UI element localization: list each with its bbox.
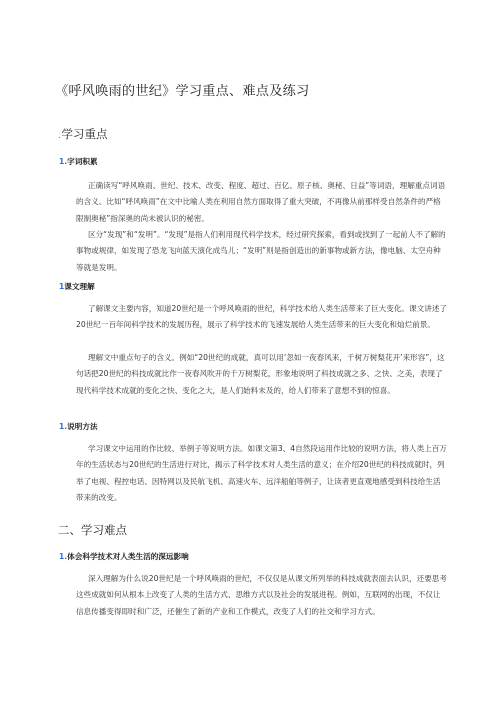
section-heading-difficulties: 二、学习难点: [58, 523, 127, 537]
paragraph-understanding-2: 理解文中重点句子的含义。例如“20世纪的成就，真可以用‘忽如一夜春风来，千树万树梨花开’来形容”，这句话把20世纪的科技成就比作一夜春风吹开的千万树梨花，形象地说明了科技成就之多、之快、之美，表现了现代科学技术成就的变化之快、变化之大，是人们始料未及的，给人们带来了意想不到的惊喜。: [76, 353, 445, 395]
subheading-tech-impact: [59, 551, 189, 562]
subheading-number: 1.: [59, 157, 68, 166]
subheading-text: 课文理解: [64, 282, 95, 291]
section-prefix: .: [58, 131, 61, 140]
subheading-explanation-methods: [59, 421, 98, 432]
subheading-number: 1: [59, 282, 65, 291]
subheading-number: 1.: [59, 422, 68, 431]
subheading-text: 说明方法: [67, 422, 98, 431]
paragraph-explanation-methods: 学习课文中运用的作比较、举例子等说明方法。如课文第3、4自然段运用作比较的说明方法，将人类上百万年的生活状态与20世纪的生活进行对比，揭示了科学技术对人类生活的意义；在介绍20世纪的科技成就时，列举了电视、程控电话、因特网以及民航飞机、高速火车、远洋船舶等例子，让读者更直观地感受到科技给生活带来的改变。: [76, 444, 447, 503]
subheading-text: 字词积累: [67, 157, 98, 166]
paragraph-vocabulary-1: 正确读写“呼风唤雨、世纪、技术、改变、程度、超过、百亿、原子核、奥秘、日益”等词语，理解重点词语的含义。比如“呼风唤雨”在文中比喻人类在利用自然方面取得了重大突破，不再像从前那样受自然条件的严格限制奥秘”指深奥的尚未被认识的秘密。: [76, 181, 446, 223]
paragraph-understanding-1: 了解课文主要内容，知道20世纪是一个呼风唤雨的世纪，科学技术给人类生活带来了巨大变化。课文讲述了20世纪一百年间科学技术的发展历程，展示了科学技术的飞速发展给人类生活带来的巨大变化和灿烂前景。: [76, 304, 447, 330]
section-heading-text: 学习重点: [61, 127, 108, 141]
paragraph-vocabulary-2: 区分“发现”和“发明”。“发现”是指人们利用现代科学技术，经过研究探索，看到或找到了一起前人不了解的事物或规律，如发现了恐龙飞向蓝天演化成鸟儿；“发明”则是指创造出的新事物或新方法，像电脑、太空舟种等就是发明。: [76, 230, 446, 272]
paragraph-tech-impact: 深入理解为什么说20世纪是一个呼风唤雨的世纪，不仅仅是从课文所列举的科技成就表面去认识，还要思考这些成就如何从根本上改变了人类的生活方式、思维方式以及社会的发展进程。例如，互联网的出现，不仅让信息传播变得即时和广泛，还催生了新的产业和工作模式，改变了人们的社交和学习方式。: [76, 574, 447, 616]
subheading-text-understanding: [59, 281, 95, 292]
subheading-number: 1.: [59, 552, 68, 561]
subheading-vocabulary: [59, 156, 98, 167]
page-title: 《呼风唤雨的世纪》学习重点、难点及练习: [55, 84, 310, 99]
subheading-text: 体会科学技术对人类生活的深远影响: [67, 552, 189, 561]
section-heading-key-points: [58, 126, 108, 142]
